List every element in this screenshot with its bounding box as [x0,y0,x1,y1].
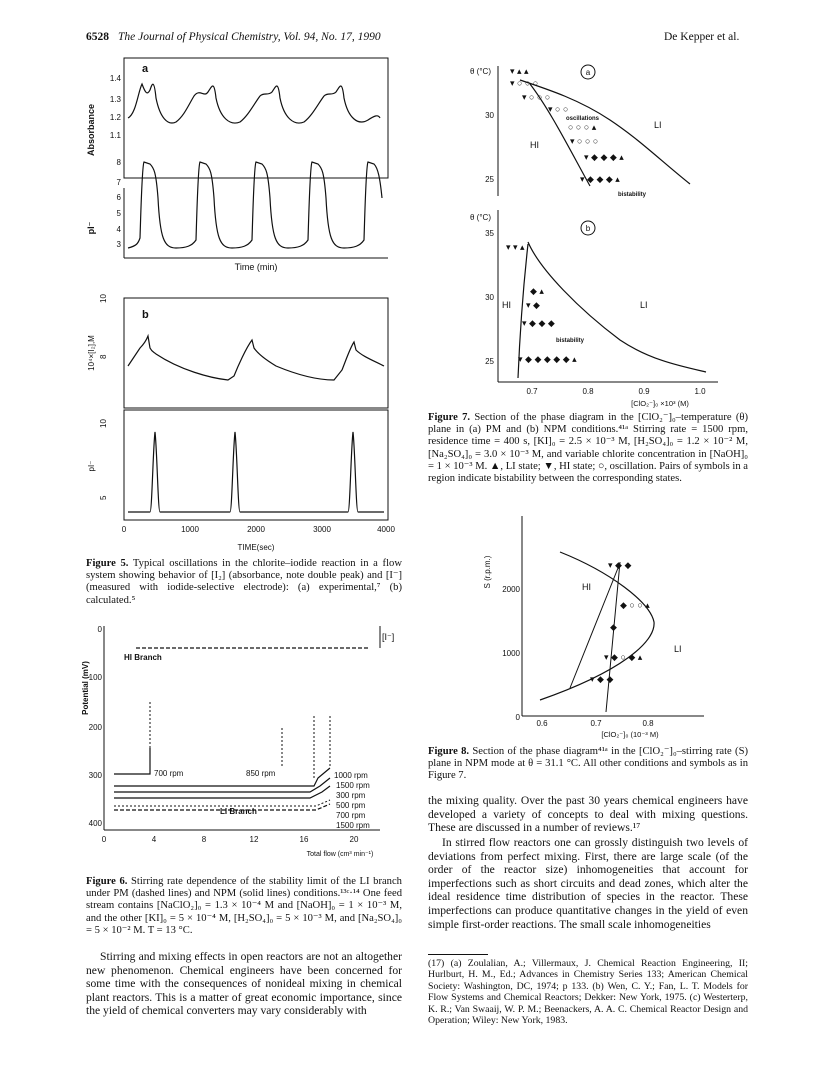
fig8-symbol: ▾ ◆ ◆ [590,674,614,684]
fig6-x-ticks [102,835,359,844]
fig7a-symbol: ▾ ◆ ◆ ◆ ▴ [580,174,620,184]
right-body-paragraph-2: In stirred flow reactors one can grossly distinguish two levels of deviations from perfect mixing. First, there are large scale (of the order of the reactor size) inhomogeneities that account for imperfections such as short circuits and dead zones, which alter the ideal residence time distribution of species in the reactor. These imperfections can produce quantitative changes in the yield of even simple first-order reactions. The small scale inhomogeneities [428,836,748,931]
fig5a-panel-label: a [142,63,149,75]
fig6-rpm-label: 850 rpm [246,769,276,778]
fig7a-y-tick: 30 [485,111,494,120]
fig8-caption-title: Figure 8. [428,746,470,757]
fig8-x-ticks [536,719,654,728]
figure-5 [80,48,400,558]
fig8-LI-label: LI [674,644,682,654]
fig5b-I2-axis-label: 10⁴×[I₂],M [87,335,96,371]
fig7a-symbol: ▾ ▴ ▴ [510,66,529,76]
fig6-hi-branch-label: HI Branch [124,653,162,662]
fig5b-time-tick: 1000 [181,525,199,534]
left-body-paragraph: Stirring and mixing effects in open reactors are not an altogether new phenomenon. Chemical engineers have been concerned for some time with the consequences of nonideal mixing in chemical plant reactors. This is a matter of great economic importance, since the yield of chemical converters may vary considerably with [86,950,402,1018]
figure-7-caption [428,412,748,485]
fig6-x-tick: 0 [101,835,107,844]
fig6-rpm-label: 300 rpm [336,791,366,800]
fig6-x-tick: 12 [249,835,259,844]
fig5a-absorbance-curve [128,84,380,123]
fig7a-symbol: ▾ ◆ ◆ ◆ ▴ [584,152,624,162]
fig7-caption-text: Section of the phase diagram in the [ClO₂⁻]₀–temperature (θ) plane in (a) PM and (b) NPM conditions.⁴¹ᵃ Stirring rate = 1500 rpm, residence time = 400 s, [KI]₀ = 2.5 × 10⁻³ M, [H₂SO₄]₀ = 1.2 × 10⁻² M, [Na₂SO₄]₀ = 3.0 × 10⁻³ M, and variable chlorite concentration in [NaOH]₀ = 1 × 10⁻³ M. ▲, LI state; ▼, HI state; ○, oscillation. Pairs of symbols in a region indicate bistability between the corresponding states. [428,412,748,485]
fig8-x-tick: 0.7 [590,719,602,728]
fig5a-time-axis-label: Time (min) [234,262,278,272]
fig6-rpm-label: 1500 rpm [336,821,370,830]
figure-8 [470,512,710,740]
fig5b-time-tick: 0 [121,525,127,534]
fig7b-y-ticks [485,229,494,366]
right-body-paragraph-1: the mixing quality. Over the past 30 years chemical engineers have developed a variety of concepts to deal with mixing questions. These are discussed in a number of reviews.¹⁷ [428,794,748,835]
fig5a-abs-tick: 1.3 [109,95,121,104]
fig7a-oscillations-label: oscillations [566,116,600,122]
fig7-x-tick: 0.7 [526,387,538,396]
fig6-li-branch-label: LI Branch [220,807,257,816]
fig5b-I2-tick: 8 [99,354,108,359]
fig6-x-tick: 4 [151,835,157,844]
fig7b-bistability-label: bistability [556,338,585,344]
fig6-li-line-1000 [114,768,330,786]
author-running-head: De Kepper et al. [664,31,740,43]
fig7b-LI-label: LI [640,300,648,310]
fig7b-symbol: ▾ ◆ [526,300,540,310]
fig7-x-axis-label: [ClO₂⁻]₀ ×10³ (M) [631,399,689,408]
fig5a-abs-tick: 1.1 [109,131,121,140]
fig7a-LI-label: LI [654,120,662,130]
fig5b-pI-tick: 5 [99,495,108,500]
fig8-symbol: ◆ ○ ○ ▴ [620,600,650,610]
fig5a-pI-tick: 4 [116,225,121,234]
fig6-rpm-label: 1500 rpm [336,781,370,790]
fig5a-pI-tick: 3 [116,240,121,249]
fig6-y-ticks [89,625,103,828]
fig8-x-tick: 0.8 [642,719,654,728]
fig5b-I2-tick: 10 [99,294,108,303]
fig5a-pI-tick: 5 [116,209,121,218]
fig6-rpm-label: 700 rpm [336,811,366,820]
fig7b-symbol: ▾ ▾ ▴ [506,242,525,252]
fig7b-symbol: ◆ ▴ [530,286,544,296]
fig7b-symbols [506,242,577,364]
fig7a-theta-label: θ (°C) [470,67,491,76]
fig5a-absorbance-ticks [110,74,122,140]
fig5a-pI-tick: 7 [116,178,121,187]
fig5b-pI-tick: 10 [99,419,108,428]
figure-7 [470,60,725,412]
fig6-caption-title: Figure 6. [86,876,128,887]
fig5b-time-ticks [122,525,396,534]
fig6-y-tick: 100 [88,673,102,682]
figure-8-caption [428,746,748,783]
fig5b-time-tick: 2000 [247,525,265,534]
fig6-y-tick: 200 [88,723,102,732]
fig7a-panel-label: a [585,68,591,77]
fig5a-pI-axis-label: pI⁻ [86,221,96,235]
fig6-y-tick: 0 [97,625,102,634]
fig5b-pI-axis-label: pI⁻ [87,460,96,472]
fig7b-upper-boundary [528,242,706,372]
fig5b-I2-curve [128,336,384,380]
fig6-x-tick: 16 [299,835,309,844]
fig5a-abs-tick: 1.4 [109,74,121,83]
fig7a-symbol: ○ ○ ○ ▴ [568,122,597,132]
fig7-x-tick: 0.8 [582,387,594,396]
fig8-HI-label: HI [582,582,591,592]
fig7-caption-title: Figure 7. [428,412,471,423]
fig7b-theta-label: θ (°C) [470,213,491,222]
fig5b-pI-ticks [99,419,108,500]
figure-6 [80,618,402,870]
fig8-symbol: ▾ ◆ ○ ◆ ▴ [604,652,643,662]
fig6-rpm-label: 1000 rpm [334,771,368,780]
fig8-boundary-line [606,562,620,712]
fig6-li-line-500 [114,778,330,792]
fig6-rpm-labels [154,769,370,830]
fig7-x-ticks [526,387,706,396]
fig5a-pI-ticks [117,158,122,249]
fig8-symbol: ▾ ◆ ◆ [608,560,632,570]
page-number: 6528 [86,31,109,43]
fig5-caption-text: Typical oscillations in the chlorite–iodide reaction in a flow system showing behavior of [I₂] (absorbance, note double peak) and [I⁻] (measured with iodide-selective electrode): (a) experimental,⁷ (b) calculated.⁵ [86,558,402,606]
fig7b-panel-label: b [585,224,591,233]
fig7b-y-tick: 35 [485,229,494,238]
fig5a-abs-tick: 1.2 [109,113,121,122]
fig5a-pI-tick: 8 [116,158,121,167]
fig7a-symbol: ▾ ○ ○ [548,104,569,114]
fig7a-y-ticks [485,111,494,184]
fig5b-time-tick: 3000 [313,525,331,534]
fig8-caption-text: Section of the phase diagram⁴¹ᵃ in the [ClO₂⁻]₀–stirring rate (S) plane in NPM mode at θ = 31.1 °C. All other conditions and symbols as in Figure 7. [428,746,748,782]
fig8-x-tick: 0.6 [536,719,548,728]
fig7a-symbol: ▾ ○ ○ ○ [570,136,599,146]
fig6-x-axis-label: Total flow (cm³ min⁻¹) [306,851,374,858]
fig5b-I2-ticks [99,294,108,359]
fig5b-pI-frame [124,410,388,520]
fig6-rpm-label: 500 rpm [336,801,366,810]
fig8-symbols [590,560,650,684]
footnote-rule [428,954,488,955]
fig5b-panel-label: b [142,309,149,321]
fig8-y-axis-label: S (r.p.m.) [483,555,492,589]
fig6-li-line-700-dashed [114,800,330,806]
fig6-rpm-label: 700 rpm [154,769,184,778]
fig6-li-line-700 [114,748,150,774]
fig6-ion-label: [I⁻] [382,632,395,642]
fig7a-bistability-label: bistability [618,192,647,198]
fig5a-pI-curve [128,162,382,248]
fig5a-absorbance-axis-label: Absorbance [86,103,96,157]
fig8-y-tick: 1000 [502,649,520,658]
fig6-caption-text: Stirring rate dependence of the stability limit of the LI branch under PM (dashed lines) and NPM (solid lines) conditions.¹³ᶜ·¹⁴ One feed stream contains [NaClO₂]₀ = 1.3 × 10⁻⁴ M and [NaOH]₀ = 1 × 10⁻³ M, and the other [KI]₀ = 5 × 10⁻⁴ M, [H₂SO₄]₀ = 5 × 10⁻³ M, and [Na₂SO₄]₀ = 5 × 10⁻² M. T = 13 °C. [86,876,402,936]
fig6-y-tick: 400 [88,819,102,828]
fig7b-y-tick: 25 [485,357,494,366]
fig7a-y-tick: 25 [485,175,494,184]
fig7a-HI-label: HI [530,140,539,150]
figure-5-caption [86,558,402,607]
fig7b-y-tick: 30 [485,293,494,302]
fig8-y-tick: 0 [515,713,520,722]
fig6-y-tick: 300 [88,771,102,780]
journal-title: The Journal of Physical Chemistry, Vol. 94, No. 17, 1990 [118,31,381,43]
fig5b-pI-curve [128,432,384,512]
fig7b-symbol: ▾ ◆ ◆ ◆ [522,318,555,328]
fig8-y-tick: 2000 [502,585,520,594]
fig7b-HI-label: HI [502,300,511,310]
fig5a-pI-tick: 6 [116,193,121,202]
fig5b-time-tick: 4000 [377,525,395,534]
fig8-y-ticks [502,585,520,722]
fig7a-symbols [510,66,624,184]
fig6-y-axis-label: Potential (mV) [81,661,90,715]
fig8-x-axis-label: [ClO₂⁻]₀ (10⁻³ M) [601,730,659,739]
figure-6-caption [86,876,402,937]
fig7a-symbol: ▾ ○ ○ ○ [510,78,539,88]
fig6-x-tick: 20 [349,835,359,844]
fig7b-symbol: ▾ ◆ ◆ ◆ ◆ ◆ ▴ [518,354,577,364]
fig7-x-tick: 1.0 [694,387,706,396]
fig7-x-tick: 0.9 [638,387,650,396]
fig5-caption-title: Figure 5. [86,558,129,569]
fig8-symbol: ◆ [610,622,617,632]
reference-17: (17) (a) Zoulalian, A.; Villermaux, J. Chemical Reaction Engineering, II; Hurlburt, H. M., Ed.; Advances in Chemistry Series 133; American Chemical Society: Washington, DC, 1974; p 133. (b) Wen, C. Y.; Fan, L. T. Models for Flow Systems and Chemical Reactors; Dekker: New York, 1975. (c) Westerterp, K. R.; Van Swaaij, W. P. M.; Beenackers, A. A. C. Chemical Reactor Design and Operation; Wiley: New York, 1983. [428,958,748,1027]
fig5b-time-axis-label: TIME(sec) [237,543,275,552]
fig7a-symbol: ▾ ○ ○ ○ [522,92,551,102]
fig6-x-tick: 8 [201,835,207,844]
